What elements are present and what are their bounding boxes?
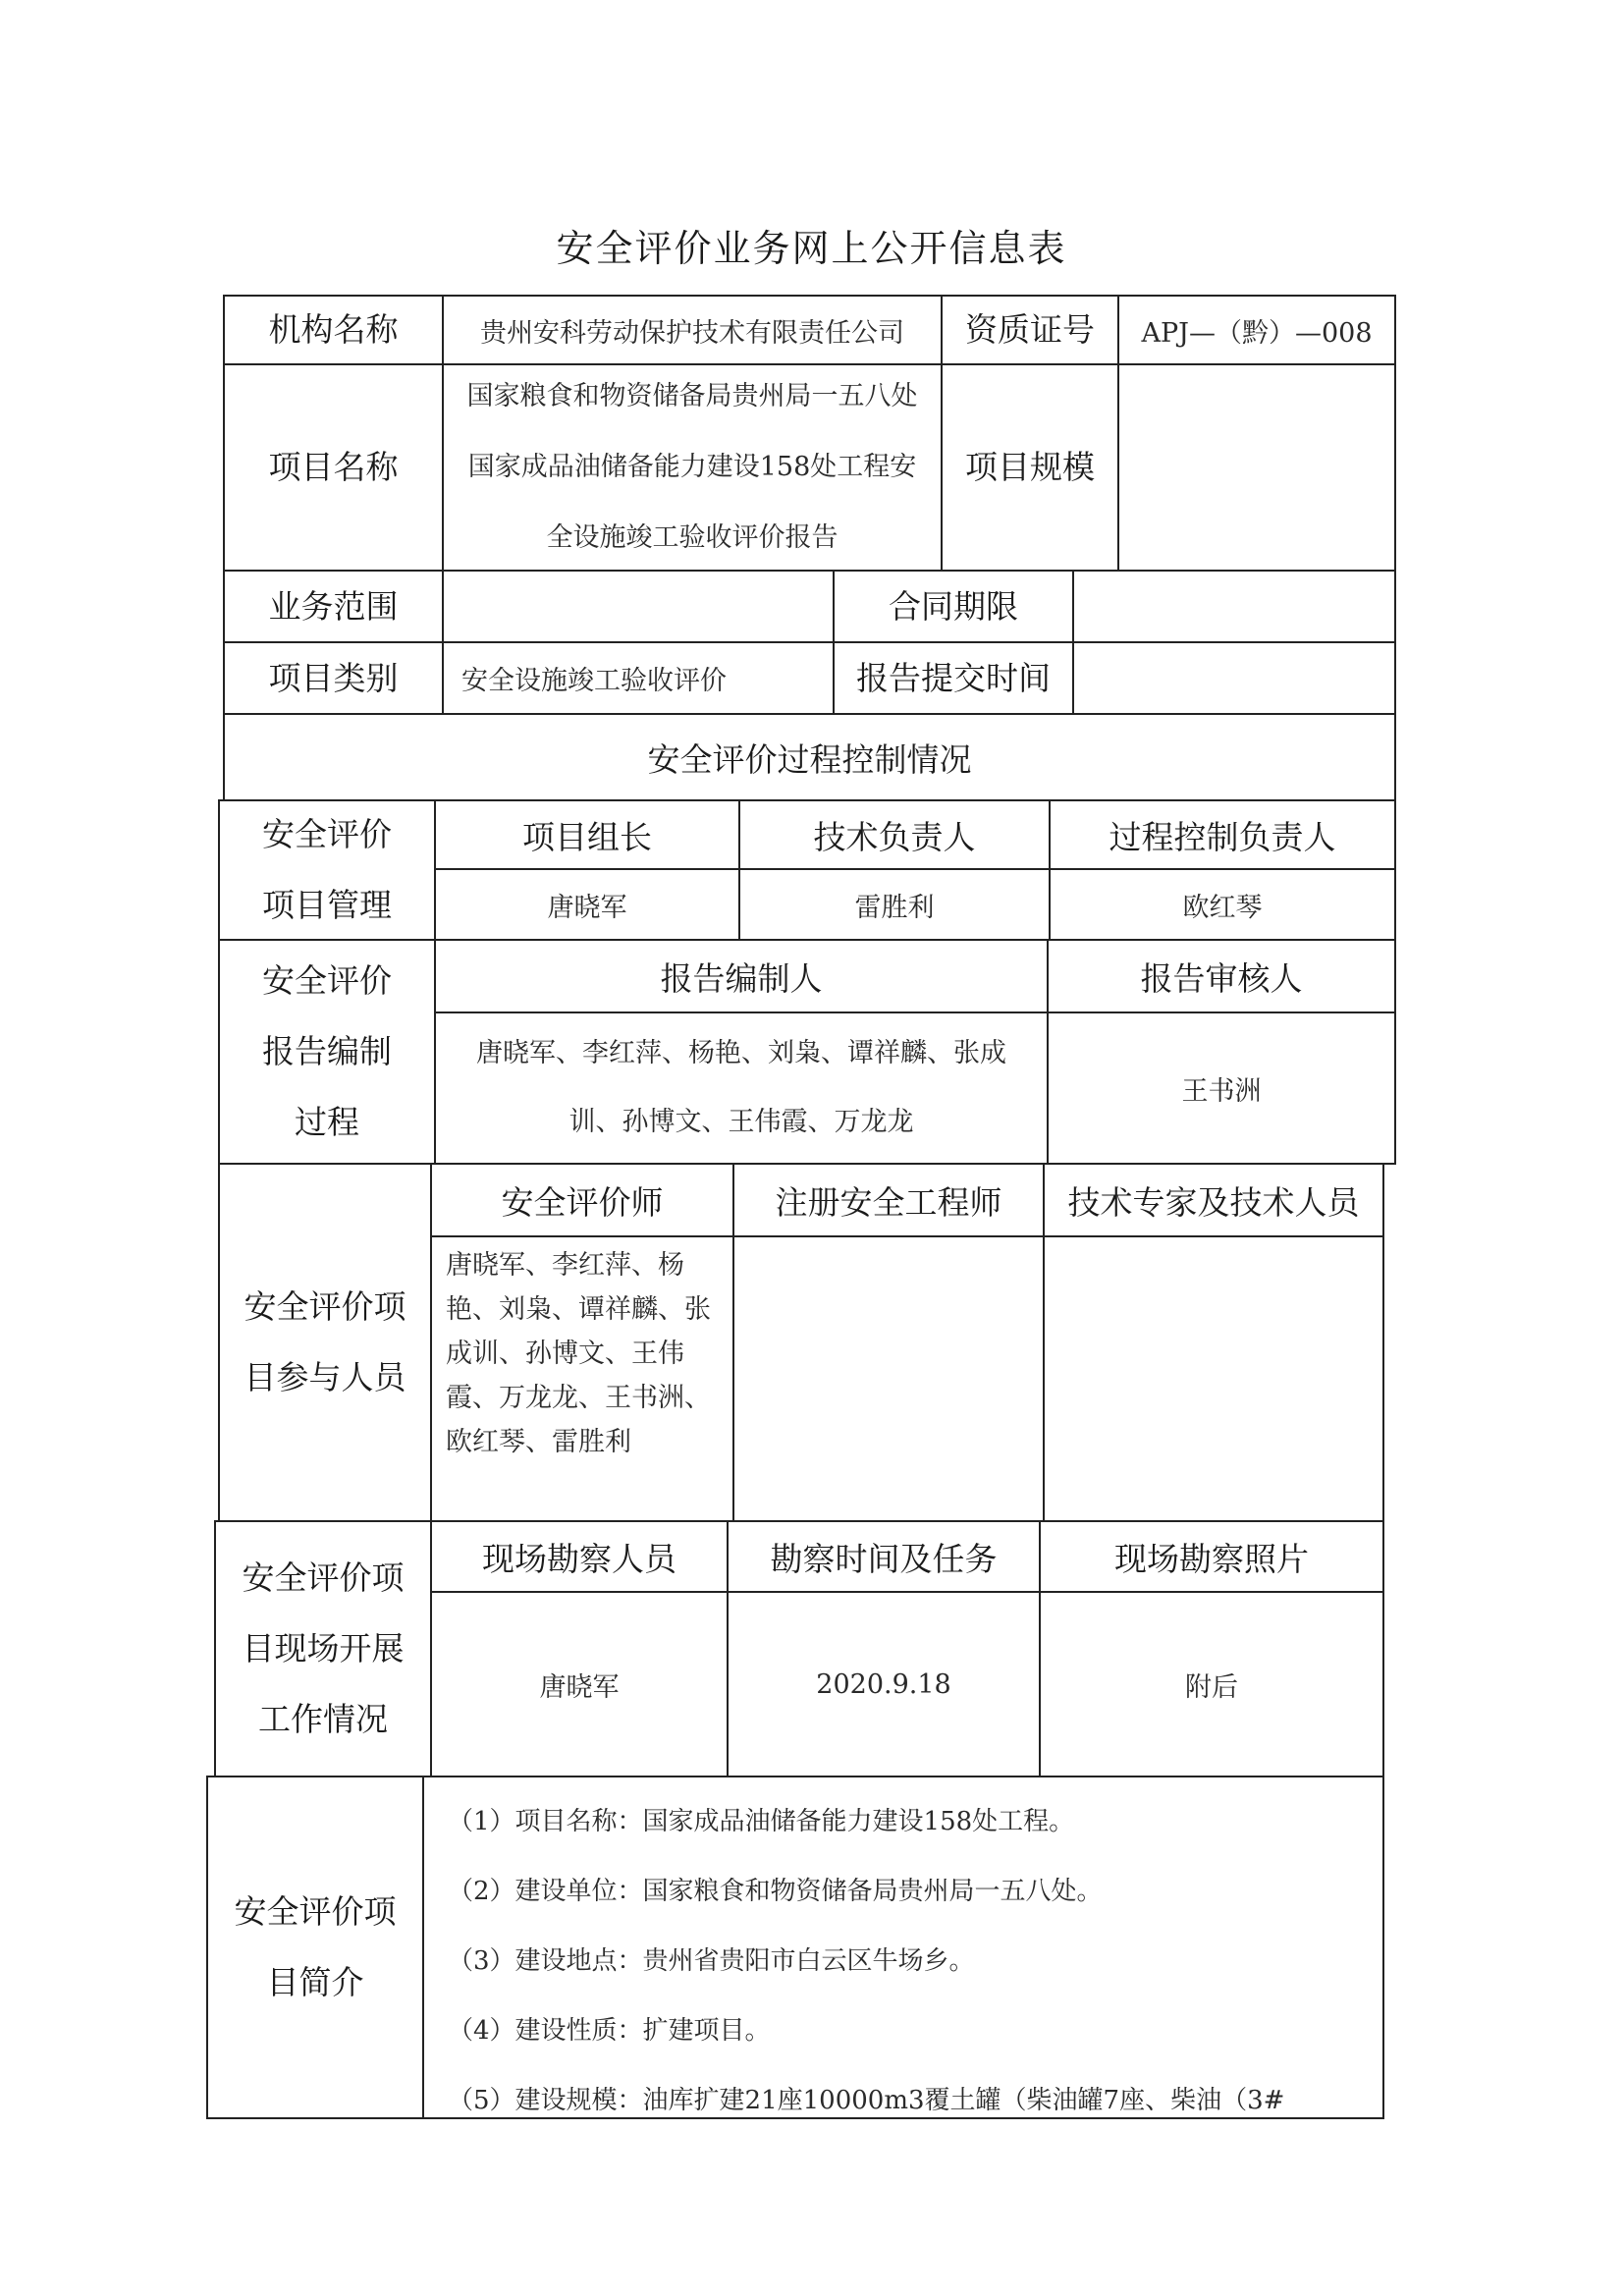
page-title: 安全评价业务网上公开信息表: [556, 227, 1067, 270]
cert-value: [1117, 295, 1396, 365]
project-label: [223, 363, 444, 572]
site-header-photos-text: 现场勘察照片: [1114, 1539, 1309, 1578]
participants-header-engineers-text: 注册安全工程师: [775, 1182, 1002, 1222]
site-header-staff-text: 现场勘察人员: [482, 1539, 676, 1578]
cert-value-text: APJ—（黔）—008: [1141, 317, 1373, 349]
scope-label-text: 业务范围: [268, 586, 399, 626]
submit-value: [1072, 641, 1396, 715]
site-value-photos: [1039, 1591, 1384, 1777]
category-label: [223, 641, 444, 715]
management-header-control: [1049, 799, 1396, 870]
report-reviewer-text: 王书洲: [1181, 1075, 1262, 1107]
project-value: [442, 363, 943, 572]
category-value: [442, 641, 835, 715]
report-header-reviewer-text: 报告审核人: [1140, 958, 1303, 998]
contract-label-text: 合同期限: [889, 586, 1018, 626]
cert-label: [941, 295, 1119, 365]
site-value-staff: [430, 1591, 729, 1777]
site-value-time-text: 2020.9.18: [816, 1668, 951, 1700]
participants-header-experts: [1043, 1163, 1384, 1237]
intro-line: （4）建设性质：扩建项目。: [448, 2016, 771, 2046]
intro-line: （3）建设地点：贵州省贵阳市白云区牛场乡。: [448, 1946, 975, 1976]
category-label-text: 项目类别: [268, 658, 399, 697]
intro-line: （1）项目名称：国家成品油储备能力建设158处工程。: [448, 1807, 1075, 1836]
site-label-text: 安全评价项目现场开展工作情况: [242, 1558, 405, 1738]
report-label: [218, 939, 436, 1165]
site-header-photos: [1039, 1520, 1384, 1593]
participants-label-text: 安全评价项目参与人员: [243, 1287, 406, 1396]
report-header-reviewer: [1047, 939, 1396, 1013]
management-value-leader-text: 唐晓军: [547, 892, 627, 923]
participants-engineers: [732, 1235, 1045, 1522]
management-value-control-text: 欧红琴: [1182, 892, 1263, 923]
participants-header-experts-text: 技术专家及技术人员: [1067, 1182, 1360, 1222]
report-reviewer: [1047, 1011, 1396, 1165]
site-header-staff: [430, 1520, 729, 1593]
scale-label: [941, 363, 1119, 572]
org-label-text: 机构名称: [268, 310, 399, 349]
site-value-staff-text: 唐晓军: [539, 1671, 620, 1703]
participants-header-evaluators-text: 安全评价师: [501, 1182, 664, 1222]
contract-value: [1072, 570, 1396, 643]
report-authors-text: 唐晓军、李红萍、杨艳、刘枭、谭祥麟、张成训、孙博文、王伟霞、万龙龙: [476, 1038, 1006, 1137]
management-label: [218, 799, 436, 941]
project-value-text: 国家粮食和物资储备局贵州局一五八处国家成品油储备能力建设158处工程安全设施竣工验收评价报告: [466, 381, 918, 553]
scope-value: [442, 570, 835, 643]
report-header-authors-text: 报告编制人: [660, 958, 823, 998]
site-value-time: [727, 1591, 1041, 1777]
intro-line: （5）建设规模：油库扩建21座10000m3覆土罐（柴油罐7座、柴油（3#: [448, 2086, 1285, 2115]
scale-value: [1117, 363, 1396, 572]
participants-header-engineers: [732, 1163, 1045, 1237]
participants-evaluators-text: 唐晓军、李红萍、杨艳、刘枭、谭祥麟、张成训、孙博文、王伟霞、万龙龙、王书洲、欧红琴、雷胜利: [446, 1250, 711, 1457]
management-value-tech: [738, 868, 1051, 941]
site-label: [214, 1520, 432, 1777]
org-value-text: 贵州安科劳动保护技术有限责任公司: [480, 317, 904, 349]
management-label-text: 安全评价项目管理: [262, 815, 392, 924]
management-header-control-text: 过程控制负责人: [1109, 817, 1336, 856]
category-value-text: 安全设施竣工验收评价: [461, 666, 727, 696]
submit-label: [833, 641, 1074, 715]
report-label-text: 安全评价报告编制过程: [262, 961, 392, 1141]
intro-label: [206, 1776, 424, 2119]
management-header-tech: [738, 799, 1051, 870]
participants-experts: [1043, 1235, 1384, 1522]
org-label: [223, 295, 444, 365]
contract-label: [833, 570, 1074, 643]
report-authors: [434, 1011, 1049, 1165]
participants-header-evaluators: [430, 1163, 734, 1237]
scope-label: [223, 570, 444, 643]
management-value-control: [1049, 868, 1396, 941]
participants-label: [218, 1163, 432, 1522]
process-title-text: 安全评价过程控制情况: [647, 739, 972, 779]
report-header-authors: [434, 939, 1049, 1013]
intro-label-text: 安全评价项目简介: [234, 1892, 397, 2001]
participants-evaluators: [430, 1235, 734, 1522]
cert-label-text: 资质证号: [965, 310, 1095, 349]
scale-label-text: 项目规模: [965, 448, 1095, 486]
site-header-time: [727, 1520, 1041, 1593]
project-label-text: 项目名称: [268, 448, 399, 486]
management-header-leader-text: 项目组长: [522, 817, 652, 856]
intro-content: [422, 1776, 1384, 2119]
management-value-tech-text: 雷胜利: [854, 892, 935, 923]
site-header-time-text: 勘察时间及任务: [770, 1539, 998, 1578]
org-value: [442, 295, 943, 365]
management-header-leader: [434, 799, 740, 870]
site-value-photos-text: 附后: [1185, 1671, 1238, 1703]
intro-line: （2）建设单位：国家粮食和物资储备局贵州局一五八处。: [448, 1877, 1103, 1906]
management-value-leader: [434, 868, 740, 941]
submit-label-text: 报告提交时间: [856, 658, 1051, 697]
process-title: [223, 713, 1396, 801]
management-header-tech-text: 技术负责人: [813, 817, 976, 856]
